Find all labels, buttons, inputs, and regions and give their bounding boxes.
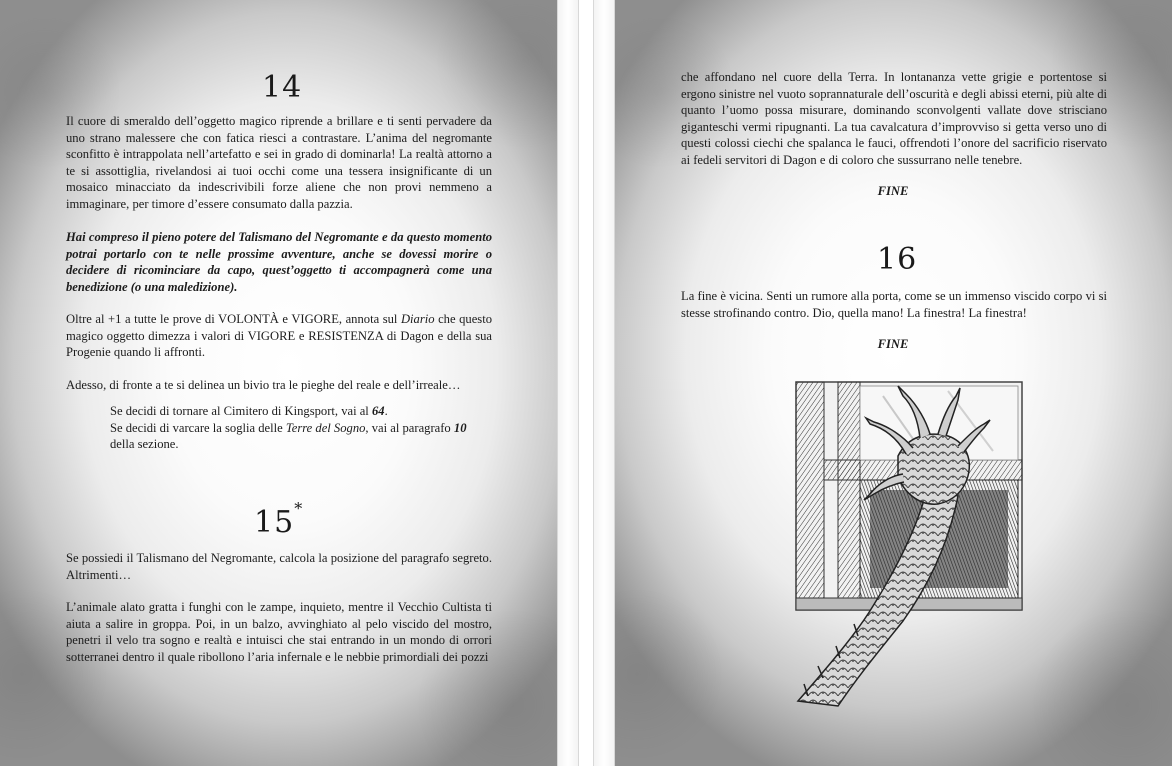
end-marker-15: FINE	[877, 184, 909, 198]
dreamlands-term: Terre del Sogno	[285, 420, 366, 435]
section-number-14: 14	[262, 70, 303, 105]
gutter-edge-right	[593, 0, 615, 766]
section-14-bonus	[66, 311, 492, 361]
choice-kingsport: Se decidi di tornare al Cimitero di Kingsport, vai al 64.	[110, 404, 388, 418]
secret-marker: *	[294, 499, 304, 518]
bonus-text-end: che questo magico oggetto dimezza i valori di VIGORE e RESISTENZA di Dagon e della sua Progenie quando li affronti.	[66, 312, 492, 359]
gutter-edge-left	[557, 0, 579, 766]
section-number-15: 15*	[254, 499, 304, 540]
diary-term: Diario	[400, 312, 435, 326]
end-marker-16: FINE	[877, 337, 909, 351]
section-15-body: L’animale alato gratta i funghi con le zampe, inquieto, mentre il Vecchio Cultista ti aiuta a salire in groppa. Poi, in un balzo, avvinghiato al pelo viscido del mostro, penetri il velo tra sogno e realtà e intuisci che stai entrando in un mondo di orrori sotterranei dentro il quale ribollono l’aria infernale e le nebbie primordiali dei pozzi	[66, 600, 492, 664]
choice-target-10[interactable]: 10	[453, 420, 467, 435]
section-14-fork: Adesso, di fronte a te si delinea un bivio tra le pieghe del reale e dell’irreale…	[66, 378, 461, 392]
section-15-condition: Se possiedi il Talismano del Negromante, calcola la posizione del paragrafo segreto. Altrimenti…	[66, 551, 492, 582]
left-page	[0, 0, 557, 766]
section-14-choices	[110, 403, 492, 453]
section-14-intro: Il cuore di smeraldo dell’oggetto magico riprende a brillare e ti senti pervadere da uno strano malessere che con fatica riesci a contrastare. L’anima del negromante sconfitto è intrappolata nell’artefatto e sei in grado di dominarla! La realtà attorno a te si assottiglia, rivelandosi ai tuoi occhi come una tessera insignificante di un mosaico minacciato da indescrivibili forze aliene che non provi nemmeno a immaginare, per timore d’essere consumato dalla pazzia.	[66, 114, 492, 211]
section-number-16: 16	[877, 242, 918, 277]
choice-target-64[interactable]: 64	[371, 404, 385, 418]
section-15-continuation: che affondano nel cuore della Terra. In lontananza vette grigie e portentose si ergono sinistre nel vuoto soprannaturale dell’oscurità e degli abissi eterni, più alte di quanto l’uomo possa misurare, dominando sconvolgenti vallate dove strisciano giganteschi vermi ripugnanti. La tua cavalcatura d’improvviso si getta verso uno di questi colossi ciechi che spalanca le fauci, offrendoti l’onore del sacrificio riservato ai fedeli servitori di Dagon e di coloro che sussurrano nelle tenebre.	[681, 70, 1107, 167]
right-page	[615, 0, 1172, 766]
section-16-body: La fine è vicina. Senti un rumore alla porta, come se un immenso viscido corpo vi si stesse strofinando contro. Dio, quella mano! La finestra! La finestra!	[681, 289, 1107, 320]
section-14-emphasis: Hai compreso il pieno potere del Talismano del Negromante e da questo momento potrai portarlo con te nelle prossime avventure, anche se dovessi morire o decidere di ricominciare da capo, quest’oggetto ti accompagnerà come una benedizione (o una maledizione).	[66, 230, 492, 294]
bonus-text-start: Oltre al +1 a tutte le prove di VOLONTÀ e VIGORE, annota sul	[66, 312, 401, 326]
clawed-hand-illustration	[778, 376, 1026, 708]
choice-dreamlands: Se decidi di varcare la soglia delle Terre del Sogno, vai al paragrafo 10 della sezione.	[110, 420, 467, 451]
book-gutter	[557, 0, 615, 766]
